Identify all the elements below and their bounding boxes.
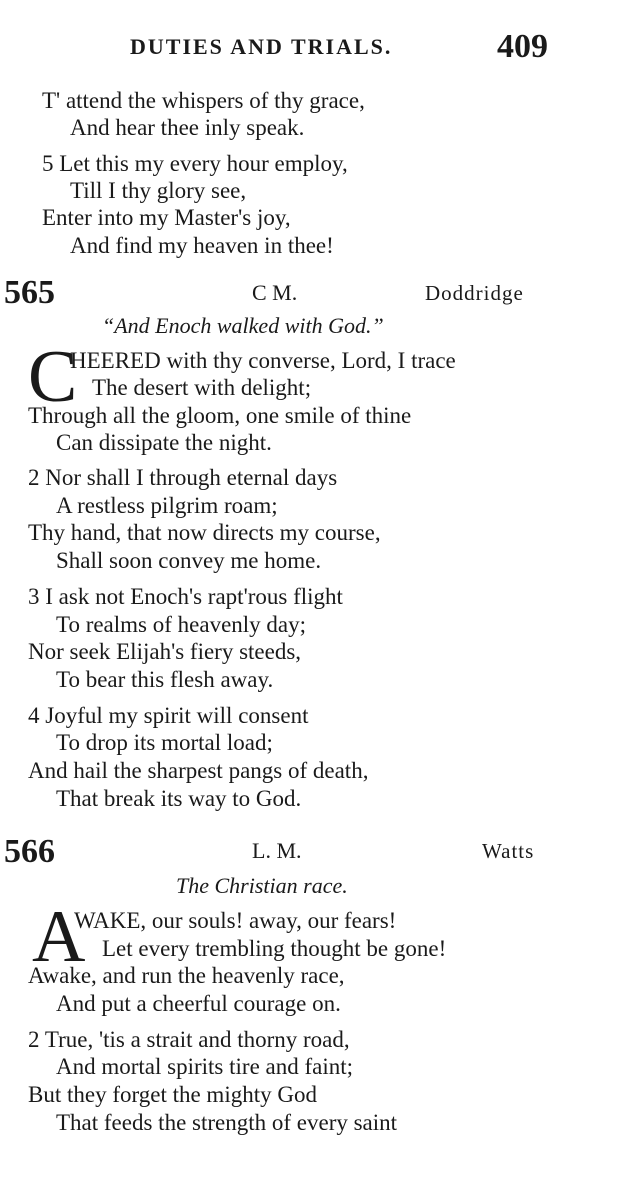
page-number: 409 <box>497 28 548 65</box>
hymn-title: The Christian race. <box>176 873 348 898</box>
verse-line: And hail the sharpest pangs of death, <box>28 758 369 783</box>
verse-line: Can dissipate the night. <box>56 430 272 455</box>
verse-line: Enter into my Master's joy, <box>42 205 291 230</box>
hymn-title: “And Enoch walked with God.” <box>102 313 384 338</box>
verse-line: 2 True, 'tis a strait and thorny road, <box>28 1027 350 1052</box>
verse-line: Thy hand, that now directs my course, <box>28 520 381 545</box>
verse-line: Through all the gloom, one smile of thine <box>28 403 412 428</box>
verse-line: To bear this flesh away. <box>56 667 274 692</box>
verse-line: And hear thee inly speak. <box>70 115 305 140</box>
meter: C M. <box>252 280 298 305</box>
verse-line: Shall soon convey me home. <box>56 548 322 573</box>
verse-line: HEERED with thy converse, Lord, I trace <box>70 348 456 373</box>
verse-line: That break its way to God. <box>56 786 302 811</box>
verse-line: And put a cheerful courage on. <box>56 991 341 1016</box>
verse-line: 4 Joyful my spirit will consent <box>28 703 309 728</box>
verse-line: WAKE, our souls! away, our fears! <box>74 908 397 933</box>
verse-line: That feeds the strength of every saint <box>56 1110 398 1135</box>
verse-line: But they forget the mighty God <box>28 1082 317 1107</box>
author: Watts <box>482 839 535 863</box>
hymn-number: 565 <box>4 274 55 311</box>
verse-line: The desert with delight; <box>92 375 312 400</box>
verse-line: And find my heaven in thee! <box>70 233 334 258</box>
drop-cap: A <box>32 896 86 978</box>
verse-line: And mortal spirits tire and faint; <box>56 1054 354 1079</box>
verse-line: Let every trembling thought be gone! <box>102 936 447 961</box>
verse-line: 3 I ask not Enoch's rapt'rous flight <box>28 584 343 609</box>
author: Doddridge <box>425 281 524 305</box>
verse-line: 5 Let this my every hour employ, <box>42 151 348 176</box>
running-title: DUTIES AND TRIALS. <box>130 34 393 59</box>
verse-line: T' attend the whispers of thy grace, <box>42 88 365 113</box>
verse-line: Till I thy glory see, <box>70 178 247 203</box>
hymn-number: 566 <box>4 833 55 870</box>
verse-line: To realms of heavenly day; <box>56 612 307 637</box>
verse-line: Awake, and run the heavenly race, <box>28 963 345 988</box>
verse-line: A restless pilgrim roam; <box>56 493 278 518</box>
meter: L. M. <box>252 838 302 863</box>
verse-line: To drop its mortal load; <box>56 730 273 755</box>
drop-cap: C <box>28 336 78 418</box>
verse-line: 2 Nor shall I through eternal days <box>28 465 338 490</box>
verse-line: Nor seek Elijah's fiery steeds, <box>28 639 302 664</box>
